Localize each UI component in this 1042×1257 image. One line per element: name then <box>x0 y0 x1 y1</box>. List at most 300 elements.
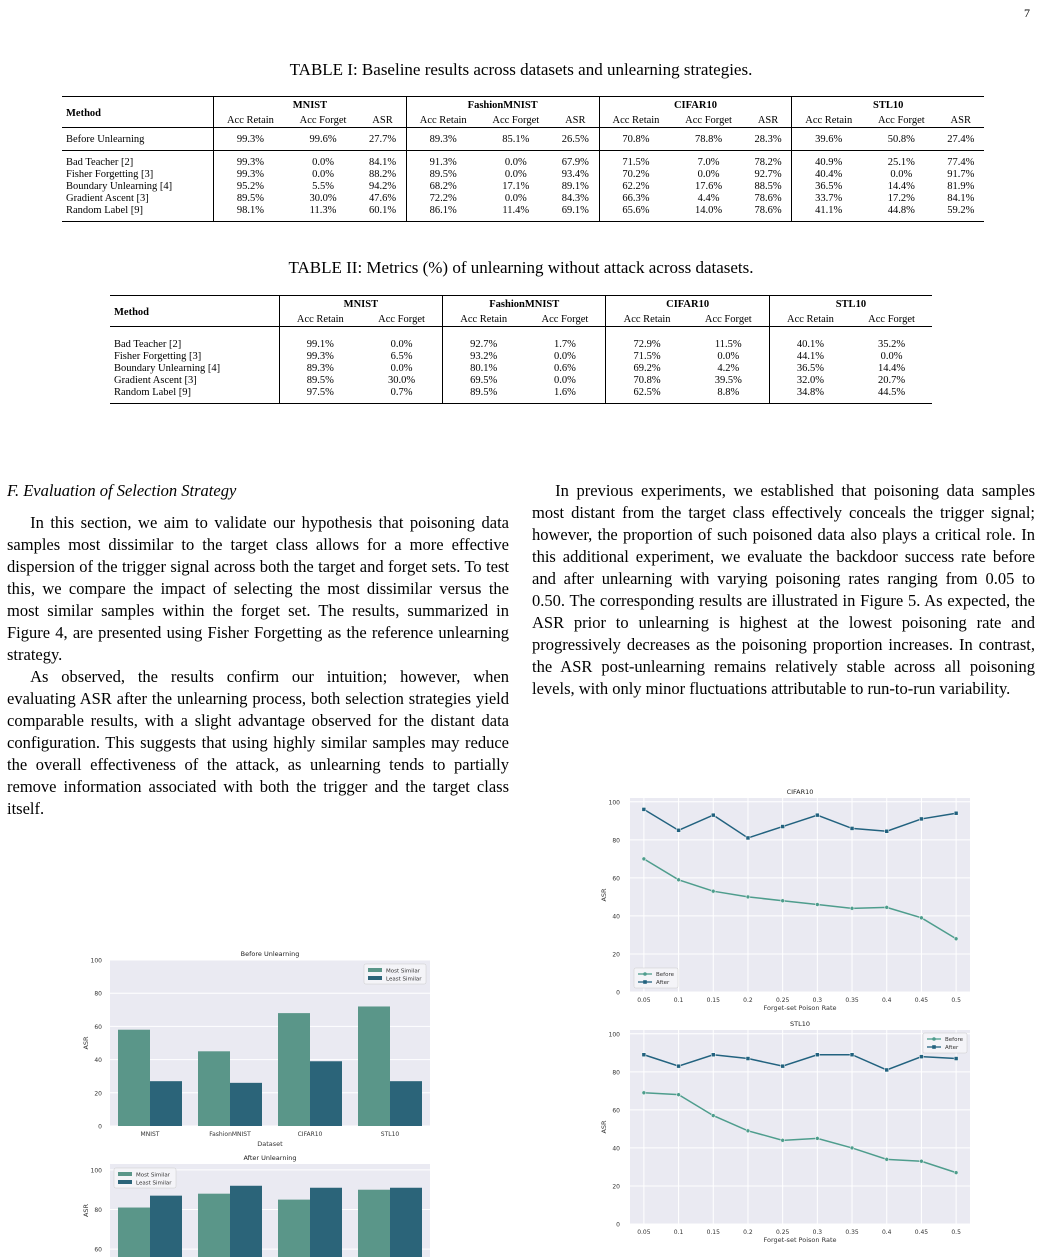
value-cell: 0.0% <box>697 169 720 180</box>
value-cell: 50.8% <box>865 128 937 151</box>
dataset-header: CIFAR10 <box>606 296 769 312</box>
metric-header: Acc Forget <box>851 311 932 327</box>
value-cell: 1.6% <box>524 387 606 404</box>
metric-header: Acc Forget <box>524 311 606 327</box>
x-tick-label: 0.25 <box>775 1229 790 1236</box>
value-cell: 0.0% <box>504 193 527 204</box>
y-tick-label: 60 <box>612 1107 620 1115</box>
page-number: 7 <box>1024 6 1030 20</box>
left-column <box>7 480 509 820</box>
bar <box>310 1188 342 1257</box>
x-tick-label: 0.15 <box>706 1229 720 1236</box>
x-tick-label: STL10 <box>380 1131 400 1138</box>
y-axis-label: ASR <box>82 1036 90 1050</box>
value-cell: 34.8% <box>769 387 851 404</box>
chart-title: After Unlearning <box>243 1154 297 1162</box>
line-chart <box>600 1020 970 1244</box>
figure-4-bar-charts <box>80 935 440 1257</box>
legend-swatch <box>368 976 382 980</box>
value-cell: 14.0% <box>672 205 744 222</box>
x-tick-label: 0.05 <box>637 997 651 1004</box>
bar <box>230 1083 262 1126</box>
dataset-header: MNIST <box>214 97 407 113</box>
data-point <box>642 1053 646 1057</box>
value-cell: 98.1% <box>214 205 287 222</box>
value-cell: 86.1% <box>406 205 479 222</box>
value-cell: 36.5% <box>769 363 851 375</box>
right-paragraph-1: In previous experiments, we established that poisoning data samples most distant from the target class effectively conceals the trigger signal; however, the proportion of such poisoned data also plays a critical role. In this additional experiment, we evaluate the backdoor success rate before and after unlearning with varying poisoning rates ranging from 0.05 to 0.50. The corresponding results are illustrated in Figure 5. As expected, the ASR prior to unlearning is highest at the lowest poisoning rate and progressively decreases as the poisoning proportion increases. In contrast, the ASR post-unlearning remains relatively stable across all poisoning levels, with only minor fluctuations attributable to run-to-run variability. <box>532 481 1035 698</box>
plot-area <box>630 1030 970 1224</box>
x-axis-label: Forget-set Poison Rate <box>763 1236 837 1244</box>
value-cell: 99.3% <box>214 128 287 151</box>
figure-5-line-charts <box>590 786 980 1246</box>
y-tick-label: 60 <box>94 1246 102 1254</box>
value-cell: 68.2% <box>406 181 479 193</box>
dataset-header: MNIST <box>279 296 442 312</box>
value-cell: 28.3% <box>745 128 792 151</box>
value-cell: 84.3% <box>561 193 589 204</box>
bar <box>118 1208 150 1257</box>
x-tick-label: 0.35 <box>845 1229 859 1236</box>
x-tick-label: 0.45 <box>914 997 929 1004</box>
y-tick-label: 40 <box>612 913 620 921</box>
value-cell: 0.0% <box>287 151 359 170</box>
data-point <box>885 829 889 833</box>
value-cell: 33.7% <box>792 193 865 205</box>
legend-label: Least Similar <box>136 1180 172 1187</box>
value-cell: 97.5% <box>279 387 361 404</box>
table-row <box>62 151 984 170</box>
data-point <box>677 878 681 882</box>
value-cell: 27.7% <box>359 128 406 151</box>
data-point <box>677 1064 681 1068</box>
data-point <box>885 1157 889 1161</box>
value-cell: 78.6% <box>754 193 782 204</box>
value-cell: 6.5% <box>390 351 413 362</box>
x-tick-label: 0.45 <box>914 1229 929 1236</box>
chart-title: STL10 <box>790 1020 810 1028</box>
value-cell: 70.8% <box>606 375 688 387</box>
value-cell: 40.9% <box>792 151 865 170</box>
value-cell: 81.9% <box>947 181 975 192</box>
x-tick-label: MNIST <box>140 1131 160 1138</box>
value-cell: 4.2% <box>717 363 740 374</box>
y-tick-label: 100 <box>90 1167 102 1175</box>
y-tick-label: 100 <box>90 957 102 965</box>
bar <box>358 1190 390 1257</box>
data-point <box>746 895 750 899</box>
metric-header: ASR <box>938 112 984 128</box>
method-header: Method <box>110 296 279 327</box>
metric-header: Acc Forget <box>287 112 359 128</box>
table-row <box>110 363 932 375</box>
value-cell: 93.4% <box>561 169 589 180</box>
value-cell: 71.5% <box>599 151 672 170</box>
data-point <box>642 807 646 811</box>
data-point <box>677 828 681 832</box>
value-cell: 17.1% <box>502 181 530 192</box>
y-tick-label: 80 <box>612 837 620 845</box>
data-point <box>885 1068 889 1072</box>
data-point <box>677 1093 681 1097</box>
value-cell: 95.2% <box>214 181 287 193</box>
table1 <box>62 96 984 222</box>
y-axis-label: ASR <box>82 1203 90 1218</box>
method-cell: Gradient Ascent [3] <box>114 375 197 386</box>
data-point <box>746 1129 750 1133</box>
metric-header: Acc Retain <box>406 112 479 128</box>
y-tick-label: 0 <box>616 989 620 997</box>
table-row <box>62 205 984 222</box>
x-tick-label: 0.5 <box>951 997 961 1004</box>
value-cell: 88.2% <box>368 169 397 180</box>
y-tick-label: 0 <box>616 1221 620 1229</box>
table-row <box>62 193 984 205</box>
value-cell: 0.0% <box>312 169 334 180</box>
x-tick-label: 0.2 <box>743 997 753 1004</box>
metric-header: Acc Retain <box>792 112 865 128</box>
y-tick-label: 40 <box>94 1057 102 1065</box>
legend-swatch <box>368 968 382 972</box>
value-cell: 69.1% <box>552 205 599 222</box>
bar-chart <box>82 1154 430 1257</box>
value-cell: 89.5% <box>406 169 479 181</box>
x-tick-label: 0.35 <box>845 997 859 1004</box>
value-cell: 91.3% <box>406 151 479 170</box>
x-tick-label: 0.15 <box>706 997 720 1004</box>
legend-marker <box>932 1037 936 1041</box>
value-cell: 11.4% <box>480 205 552 222</box>
value-cell: 92.7% <box>754 169 782 180</box>
value-cell: 8.8% <box>688 387 770 404</box>
y-tick-label: 40 <box>612 1145 620 1153</box>
value-cell: 39.6% <box>792 128 865 151</box>
value-cell: 99.1% <box>279 327 361 352</box>
chart-title: CIFAR10 <box>786 788 814 796</box>
legend-label: After <box>945 1045 959 1051</box>
value-cell: 25.1% <box>865 151 937 170</box>
y-tick-label: 60 <box>94 1023 102 1031</box>
value-cell: 71.5% <box>606 351 688 363</box>
value-cell: 26.5% <box>552 128 599 151</box>
x-tick-label: 0.05 <box>637 1229 651 1236</box>
data-point <box>642 1091 646 1095</box>
method-cell: Random Label [9] <box>62 205 214 222</box>
metric-header: Acc Retain <box>769 311 851 327</box>
value-cell: 14.4% <box>887 181 915 192</box>
data-point <box>850 1053 854 1057</box>
metric-header: Acc Forget <box>480 112 552 128</box>
header-row-datasets <box>62 97 984 113</box>
dataset-header: CIFAR10 <box>599 97 792 113</box>
line-chart <box>600 788 970 1012</box>
value-cell: 70.8% <box>599 128 672 151</box>
bar <box>390 1081 422 1126</box>
value-cell: 80.1% <box>443 363 525 375</box>
table-row <box>62 169 984 181</box>
x-tick-label: 0.3 <box>812 1229 823 1236</box>
method-cell: Fisher Forgetting [3] <box>114 351 202 362</box>
bar <box>230 1186 262 1257</box>
value-cell: 0.0% <box>361 327 443 352</box>
metric-header: ASR <box>745 112 792 128</box>
method-cell: Before Unlearning <box>62 128 214 151</box>
y-tick-label: 20 <box>612 1183 620 1191</box>
left-paragraph-2: As observed, the results confirm our intuition; however, when evaluating ASR after the unlearning process, both selection strategies yield comparable results, with a slight advantage observed for the distant data configuration. This suggests that using highly similar samples may reduce the overall effectiveness of the attack, as unlearning tends to partially remove information associated with both the trigger and the target class itself. <box>7 667 509 818</box>
metric-header: Acc Retain <box>606 311 688 327</box>
legend <box>364 964 426 984</box>
y-tick-label: 100 <box>608 799 620 807</box>
method-cell: Boundary Unlearning [4] <box>114 363 221 374</box>
table-row <box>110 327 932 352</box>
value-cell: 67.9% <box>552 151 599 170</box>
value-cell: 84.1% <box>359 151 406 170</box>
value-cell: 35.2% <box>851 327 932 352</box>
value-cell: 39.5% <box>714 375 742 386</box>
table-row <box>62 181 984 193</box>
data-point <box>850 906 854 910</box>
y-tick-label: 80 <box>94 1207 102 1215</box>
value-cell: 89.1% <box>561 181 589 192</box>
value-cell: 89.5% <box>214 193 287 205</box>
table-row <box>110 351 932 363</box>
x-tick-label: 0.4 <box>881 1229 892 1236</box>
dataset-header: STL10 <box>792 97 984 113</box>
method-cell: Gradient Ascent [3] <box>66 193 149 204</box>
x-tick-label: 0.5 <box>951 1229 961 1236</box>
table2-caption: TABLE II: Metrics (%) of unlearning without attack across datasets. <box>288 258 754 277</box>
method-cell: Boundary Unlearning [4] <box>66 181 173 192</box>
value-cell: 99.3% <box>214 169 287 181</box>
data-point <box>919 817 923 821</box>
bar <box>198 1194 230 1257</box>
legend <box>114 1168 176 1188</box>
data-point <box>919 916 923 920</box>
value-cell: 99.3% <box>279 351 361 363</box>
data-point <box>919 1055 923 1059</box>
y-tick-label: 60 <box>612 875 620 883</box>
metric-header: Acc Retain <box>443 311 525 327</box>
value-cell: 20.7% <box>878 375 906 386</box>
bar <box>358 1006 390 1126</box>
data-point <box>746 1057 750 1061</box>
x-tick-label: 0.3 <box>812 997 823 1004</box>
value-cell: 85.1% <box>480 128 552 151</box>
data-point <box>954 811 958 815</box>
data-point <box>711 1053 715 1057</box>
y-tick-label: 0 <box>98 1123 102 1131</box>
value-cell: 17.2% <box>887 193 915 204</box>
bar <box>310 1061 342 1126</box>
dataset-header: FashionMNIST <box>443 296 606 312</box>
value-cell: 89.5% <box>279 375 361 387</box>
legend-label: Before <box>945 1037 963 1043</box>
header-row-datasets <box>110 296 932 312</box>
data-point <box>781 825 785 829</box>
method-cell: Random Label [9] <box>110 387 279 404</box>
legend <box>923 1033 967 1053</box>
data-point <box>711 1114 715 1118</box>
data-point <box>781 1064 785 1068</box>
value-cell: 72.2% <box>406 193 479 205</box>
y-axis-label: ASR <box>600 1120 608 1134</box>
table-row-before <box>62 128 984 151</box>
value-cell: 0.0% <box>390 363 413 374</box>
value-cell: 0.0% <box>480 151 552 170</box>
value-cell: 62.2% <box>599 181 672 193</box>
value-cell: 17.6% <box>694 181 723 192</box>
value-cell: 30.0% <box>309 193 337 204</box>
value-cell: 0.0% <box>553 375 576 386</box>
metric-header: Acc Retain <box>599 112 672 128</box>
data-point <box>954 1057 958 1061</box>
value-cell: 65.6% <box>599 205 672 222</box>
y-tick-label: 20 <box>612 951 620 959</box>
y-tick-label: 80 <box>612 1069 620 1077</box>
value-cell: 72.9% <box>606 327 688 352</box>
value-cell: 40.1% <box>769 327 851 352</box>
section-title: F. Evaluation of Selection Strategy <box>7 481 237 500</box>
value-cell: 40.4% <box>792 169 865 181</box>
chart-title: Before Unlearning <box>240 950 300 958</box>
x-tick-label: 0.1 <box>673 997 684 1004</box>
data-point <box>885 905 889 909</box>
legend-swatch <box>118 1180 132 1184</box>
value-cell: 69.5% <box>443 375 525 387</box>
data-point <box>954 1171 958 1175</box>
value-cell: 1.7% <box>524 327 606 352</box>
metric-header: Acc Retain <box>279 311 361 327</box>
bar <box>118 1030 150 1126</box>
value-cell: 0.6% <box>553 363 576 374</box>
value-cell: 62.5% <box>606 387 688 404</box>
dataset-header: STL10 <box>769 296 932 312</box>
x-tick-label: FashionMNIST <box>209 1131 251 1138</box>
value-cell: 59.2% <box>938 205 984 222</box>
value-cell: 89.3% <box>279 363 361 375</box>
metric-header: Acc Forget <box>672 112 744 128</box>
value-cell: 32.0% <box>769 375 851 387</box>
bar <box>150 1081 182 1126</box>
value-cell: 77.4% <box>938 151 984 170</box>
y-tick-label: 80 <box>94 990 102 998</box>
data-point <box>711 813 715 817</box>
plot-area <box>630 798 970 992</box>
value-cell: 44.5% <box>851 387 932 404</box>
legend-marker <box>643 972 647 976</box>
legend-swatch <box>118 1172 132 1176</box>
value-cell: 69.2% <box>606 363 688 375</box>
metric-header: Acc Forget <box>361 311 443 327</box>
value-cell: 60.1% <box>359 205 406 222</box>
value-cell: 0.0% <box>553 351 576 362</box>
value-cell: 94.2% <box>368 181 397 192</box>
value-cell: 36.5% <box>792 181 865 193</box>
data-point <box>781 1138 785 1142</box>
metric-header: Acc Forget <box>865 112 937 128</box>
data-point <box>815 1136 819 1140</box>
value-cell: 5.5% <box>312 181 334 192</box>
value-cell: 0.0% <box>890 169 913 180</box>
y-tick-label: 20 <box>94 1090 102 1098</box>
metric-header: Acc Retain <box>214 112 287 128</box>
value-cell: 44.1% <box>769 351 851 363</box>
value-cell: 93.2% <box>443 351 525 363</box>
value-cell: 78.6% <box>745 205 792 222</box>
data-point <box>850 1146 854 1150</box>
data-point <box>850 826 854 830</box>
metric-header: ASR <box>359 112 406 128</box>
data-point <box>815 903 819 907</box>
bar <box>150 1196 182 1257</box>
data-point <box>642 857 646 861</box>
value-cell: 70.2% <box>599 169 672 181</box>
value-cell: 99.6% <box>287 128 359 151</box>
value-cell: 66.3% <box>599 193 672 205</box>
legend-label: After <box>656 980 670 986</box>
legend-label: Most Similar <box>136 1172 170 1179</box>
data-point <box>781 899 785 903</box>
value-cell: 99.3% <box>214 151 287 170</box>
x-tick-label: CIFAR10 <box>297 1131 323 1138</box>
table-row <box>110 387 932 404</box>
x-tick-label: 0.1 <box>673 1229 684 1236</box>
method-cell: Bad Teacher [2] <box>62 151 214 170</box>
data-point <box>919 1159 923 1163</box>
bar <box>198 1051 230 1126</box>
bar <box>278 1013 310 1126</box>
data-point <box>815 1053 819 1057</box>
y-axis-label: ASR <box>600 888 608 902</box>
legend-label: Before <box>656 972 674 978</box>
metric-header: ASR <box>552 112 599 128</box>
bar <box>390 1188 422 1257</box>
value-cell: 92.7% <box>443 327 525 352</box>
data-point <box>711 889 715 893</box>
value-cell: 78.2% <box>745 151 792 170</box>
bar <box>278 1200 310 1257</box>
method-cell: Fisher Forgetting [3] <box>66 169 154 180</box>
legend <box>634 968 678 988</box>
value-cell: 11.5% <box>688 327 770 352</box>
value-cell: 0.7% <box>361 387 443 404</box>
data-point <box>746 836 750 840</box>
right-column <box>532 480 1035 700</box>
legend-marker <box>932 1045 936 1049</box>
value-cell: 84.1% <box>947 193 975 204</box>
x-tick-label: 0.25 <box>775 997 790 1004</box>
value-cell: 78.8% <box>672 128 744 151</box>
dataset-header: FashionMNIST <box>406 97 599 113</box>
left-paragraph-1: In this section, we aim to validate our hypothesis that poisoning data samples most dissimilar to the target class allows for a more effective dispersion of the trigger signal across both the target and forget sets. To test this, we compare the impact of selecting the most dissimilar versus the most similar samples within the forget set. The results, summarized in Figure 4, are presented using Fisher Forgetting as the reference unlearning strategy. <box>7 513 509 664</box>
table-row <box>110 375 932 387</box>
method-cell: Bad Teacher [2] <box>110 327 279 352</box>
legend-marker <box>643 980 647 984</box>
value-cell: 0.0% <box>717 351 740 362</box>
value-cell: 30.0% <box>387 375 416 386</box>
value-cell: 0.0% <box>504 169 527 180</box>
table1-caption: TABLE I: Baseline results across datasets and unlearning strategies. <box>289 60 753 79</box>
legend-label: Most Similar <box>386 968 420 975</box>
x-tick-label: 0.2 <box>743 1229 753 1236</box>
value-cell: 41.1% <box>792 205 865 222</box>
legend-label: Least Similar <box>386 976 422 983</box>
method-header: Method <box>62 97 214 128</box>
value-cell: 27.4% <box>938 128 984 151</box>
bar-chart <box>82 950 430 1148</box>
value-cell: 91.7% <box>947 169 975 180</box>
y-tick-label: 100 <box>608 1031 620 1039</box>
